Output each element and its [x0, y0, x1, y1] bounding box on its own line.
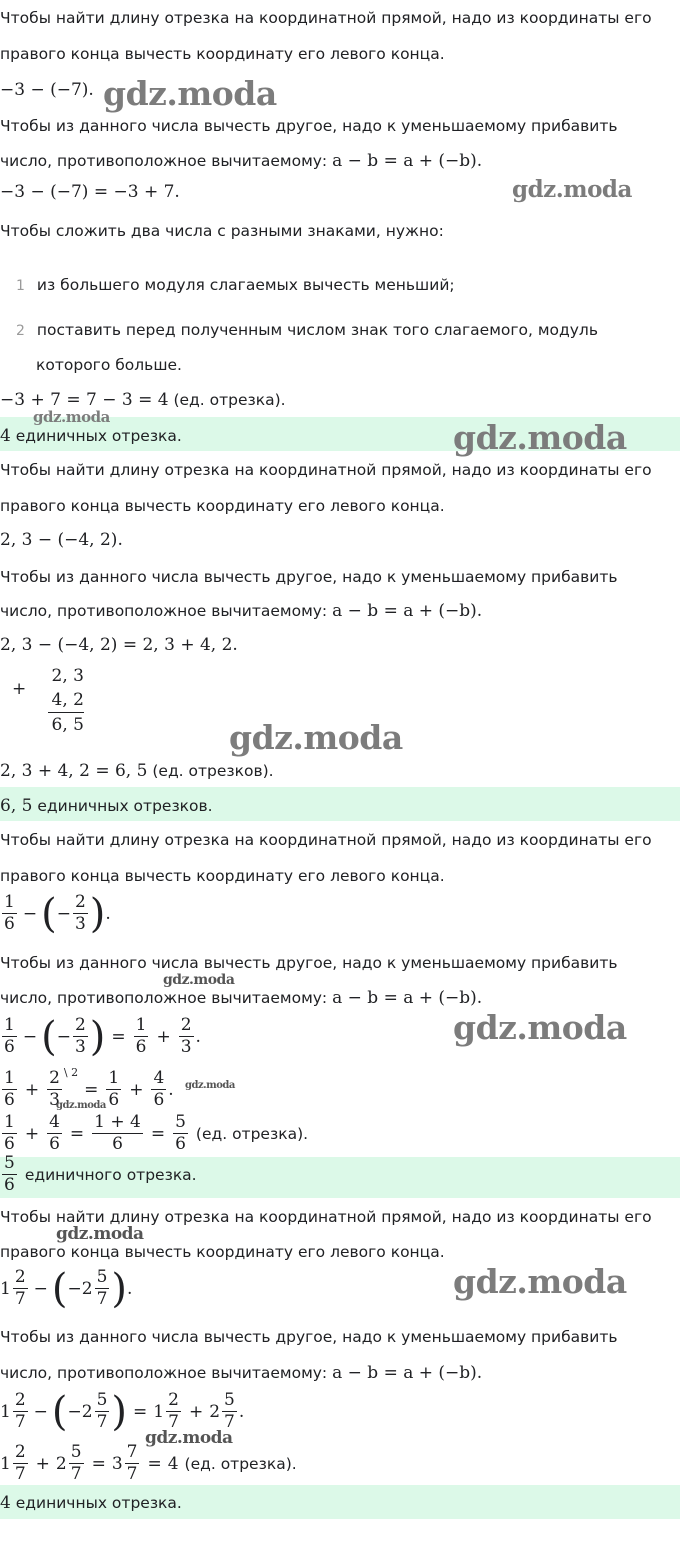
- p3-calc: $\frac{1}{6}$ + $\frac{4}{6}$ = $\frac{1 + 4}{6}$ = $\frac{5}{6}$ (ед. отрезка).: [4, 1112, 309, 1154]
- watermark: gdz.moda: [185, 1080, 235, 1091]
- p3-answer: $\frac{5}{6}$ единичного отрезка.: [0, 1157, 680, 1198]
- rule-length-line1: Чтобы найти длину отрезка на координатной прямой, надо из координаты его: [0, 1208, 652, 1226]
- p3-common-denominator: $\frac{1}{6}$ + $\frac{2}{3}$ \ 2 = $\frac{1}{6}$ + $\frac{4}{6}$ .: [4, 1066, 174, 1110]
- rule-sub-line1: Чтобы из данного числа вычесть другое, надо к уменьшаемому прибавить: [0, 954, 618, 972]
- column-addition: 2, 3 4, 2 6, 5: [48, 664, 84, 737]
- rule-sub-line1: Чтобы из данного числа вычесть другое, надо к уменьшаемому прибавить: [0, 568, 618, 586]
- rule-length-line2: правого конца вычесть координату его левого конца.: [0, 497, 445, 515]
- p2-answer: 6, 5 единичных отрезков.: [0, 787, 680, 821]
- rule-length-line1: Чтобы найти длину отрезка на координатной прямой, надо из координаты его: [0, 831, 652, 849]
- watermark: gdz.moda: [453, 1262, 627, 1301]
- watermark: gdz.moda: [229, 718, 403, 757]
- p2-transform: 2, 3 − (−4, 2) = 2, 3 + 4, 2.: [0, 635, 238, 655]
- watermark: gdz.moda: [33, 408, 110, 426]
- watermark: gdz.moda: [453, 1008, 627, 1047]
- p2-expression: 2, 3 − (−4, 2).: [0, 530, 123, 550]
- rule-length-line2: правого конца вычесть координату его левого конца.: [0, 1243, 445, 1261]
- rule-sub-line2: число, противоположное вычитаемому: a − b = a + (−b).: [0, 601, 483, 621]
- p4-answer: 4 единичных отрезка.: [0, 1485, 680, 1519]
- watermark: gdz.moda: [56, 1100, 106, 1111]
- column-plus-sign: +: [12, 679, 27, 699]
- rule-length-line1: Чтобы найти длину отрезка на координатной прямой, надо из координаты его: [0, 9, 652, 27]
- rule-sub-line1: Чтобы из данного числа вычесть другое, надо к уменьшаемому прибавить: [0, 1328, 618, 1346]
- p1-expression: −3 − (−7).: [0, 80, 94, 100]
- rule-length-line1: Чтобы найти длину отрезка на координатной прямой, надо из координаты его: [0, 461, 652, 479]
- watermark: gdz.moda: [512, 176, 632, 203]
- p3-transform: $\frac{1}{6}$ − ( − $\frac{2}{3}$ ) = $\frac{1}{6}$ + $\frac{2}{3}$ .: [4, 1013, 201, 1060]
- watermark: gdz.moda: [453, 418, 627, 457]
- p1-transform: −3 − (−7) = −3 + 7.: [0, 182, 180, 202]
- watermark: gdz.moda: [56, 1224, 144, 1244]
- step-1: 1 из большего модуля слагаемых вычесть меньший;: [16, 276, 455, 294]
- p4-calc: 1 $\frac{2}{7}$ + 2 $\frac{5}{7}$ = 3 $\frac{7}{7}$ = 4 (ед. отрезка).: [0, 1442, 297, 1484]
- p1-answer: 4 единичных отрезка.: [0, 417, 680, 451]
- p4-expression: 1 $\frac{2}{7}$ − ( − 2 $\frac{5}{7}$ ) .: [0, 1265, 133, 1312]
- p1-calc: −3 + 7 = 7 − 3 = 4 (ед. отрезка).: [0, 390, 286, 410]
- rule-add: Чтобы сложить два числа с разными знаками, нужно:: [0, 222, 444, 240]
- p2-calc: 2, 3 + 4, 2 = 6, 5 (ед. отрезков).: [0, 761, 274, 781]
- watermark: gdz.moda: [103, 74, 277, 113]
- watermark: gdz.moda: [145, 1428, 233, 1448]
- rule-length-line2: правого конца вычесть координату его левого конца.: [0, 45, 445, 63]
- p4-transform: 1 $\frac{2}{7}$ − ( − 2 $\frac{5}{7}$ ) = 1 $\frac{2}{7}$ + 2 $\frac{5}{7}$ .: [0, 1388, 245, 1435]
- rule-sub-line2: число, противоположное вычитаемому: a − b = a + (−b).: [0, 151, 483, 171]
- rule-sub-line2: число, противоположное вычитаемому: a − b = a + (−b).: [0, 1363, 483, 1383]
- rule-sub-line1: Чтобы из данного числа вычесть другое, надо к уменьшаемому прибавить: [0, 117, 618, 135]
- step-2: 2 поставить перед полученным числом знак того слагаемого, модуль: [16, 321, 598, 339]
- rule-sub-line2: число, противоположное вычитаемому: a − b = a + (−b).: [0, 988, 483, 1008]
- rule-length-line2: правого конца вычесть координату его левого конца.: [0, 867, 445, 885]
- step-2-cont: которого больше.: [36, 356, 182, 374]
- p3-expression: $\frac{1}{6}$ − ( − $\frac{2}{3}$ ) .: [4, 890, 111, 937]
- watermark: gdz.moda: [163, 972, 235, 988]
